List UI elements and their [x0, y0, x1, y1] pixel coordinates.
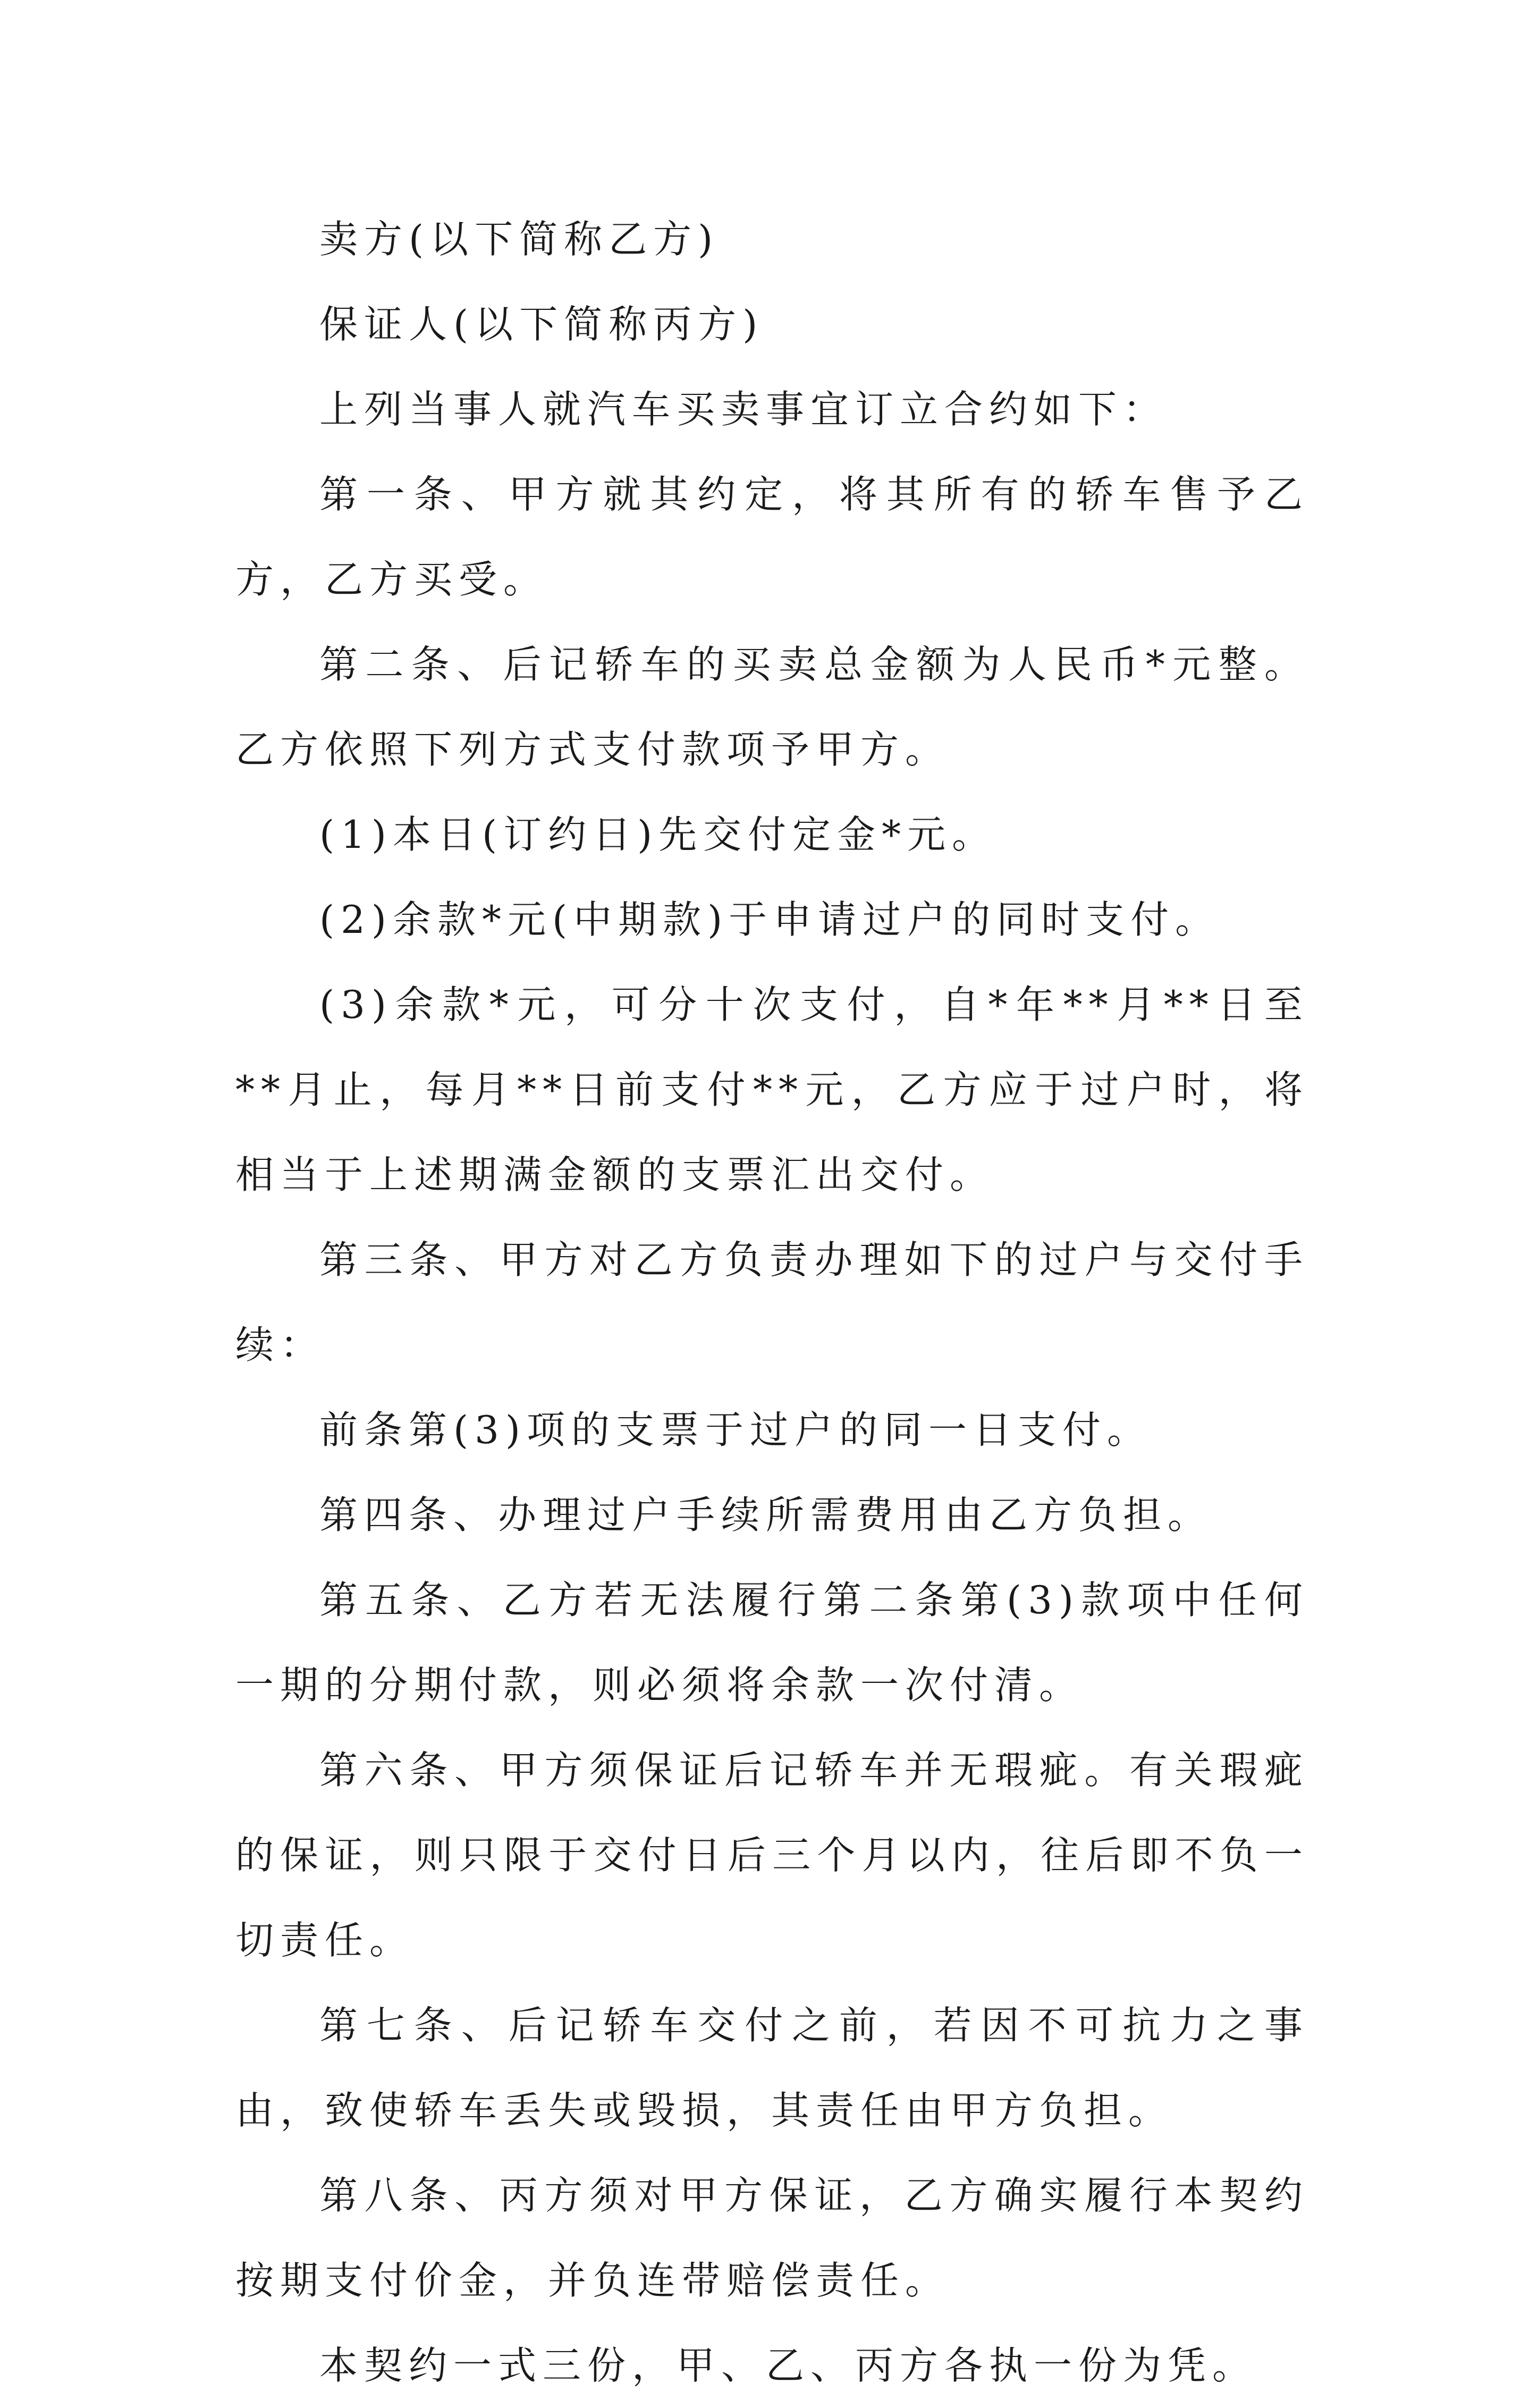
paragraph-item-1: (1)本日(订约日)先交付定金*元。: [319, 812, 997, 857]
paragraph-article-5: 第五条、乙方若无法履行第二条第(3)款项中任何一期的分期付款，则必须将余款一次付清。: [235, 1578, 1309, 1707]
paragraph-item-3: (3)余款*元，可分十次支付，自*年**月**日至**月止，每月**日前支付**元，乙方应于过户时，将相当于上述期满金额的支票汇出交付。: [235, 982, 1309, 1197]
paragraph-guarantor: 保证人(以下简称丙方): [319, 302, 764, 347]
paragraph-article-3: 第三条、甲方对乙方负责办理如下的过户与交付手续：: [235, 1237, 1309, 1367]
paragraph-article-8: 第八条、丙方须对甲方保证，乙方确实履行本契约按期支付价金，并负连带赔偿责任。: [235, 2173, 1309, 2303]
paragraph-article-4: 第四条、办理过户手续所需费用由乙方负担。: [319, 1493, 1213, 1537]
contract-body: [235, 197, 1309, 2408]
paragraph-article-6: 第六条、甲方须保证后记轿车并无瑕疵。有关瑕疵的保证，则只限于交付日后三个月以内，往后即不负一切责任。: [235, 1748, 1309, 1963]
paragraph-article-3-detail: 前条第(3)项的支票于过户的同一日支付。: [319, 1408, 1152, 1452]
paragraph-article-7: 第七条、后记轿车交付之前，若因不可抗力之事由，致使轿车丢失或毁损，其责任由甲方负担。: [235, 2003, 1309, 2133]
paragraph-preamble: 上列当事人就汽车买卖事宜订立合约如下：: [319, 387, 1168, 432]
paragraph-article-2: 第二条、后记轿车的买卖总金额为人民币*元整。乙方依照下列方式支付款项予甲方。: [235, 642, 1309, 772]
paragraph-closing: 本契约一式三份，甲、乙、丙方各执一份为凭。: [319, 2343, 1257, 2388]
paragraph-item-2: (2)余款*元(中期款)于申请过户的同时支付。: [319, 897, 1220, 942]
paragraph-article-1: 第一条、甲方就其约定，将其所有的轿车售予乙方，乙方买受。: [235, 472, 1309, 602]
paragraph-seller: 卖方(以下简称乙方): [319, 217, 720, 262]
